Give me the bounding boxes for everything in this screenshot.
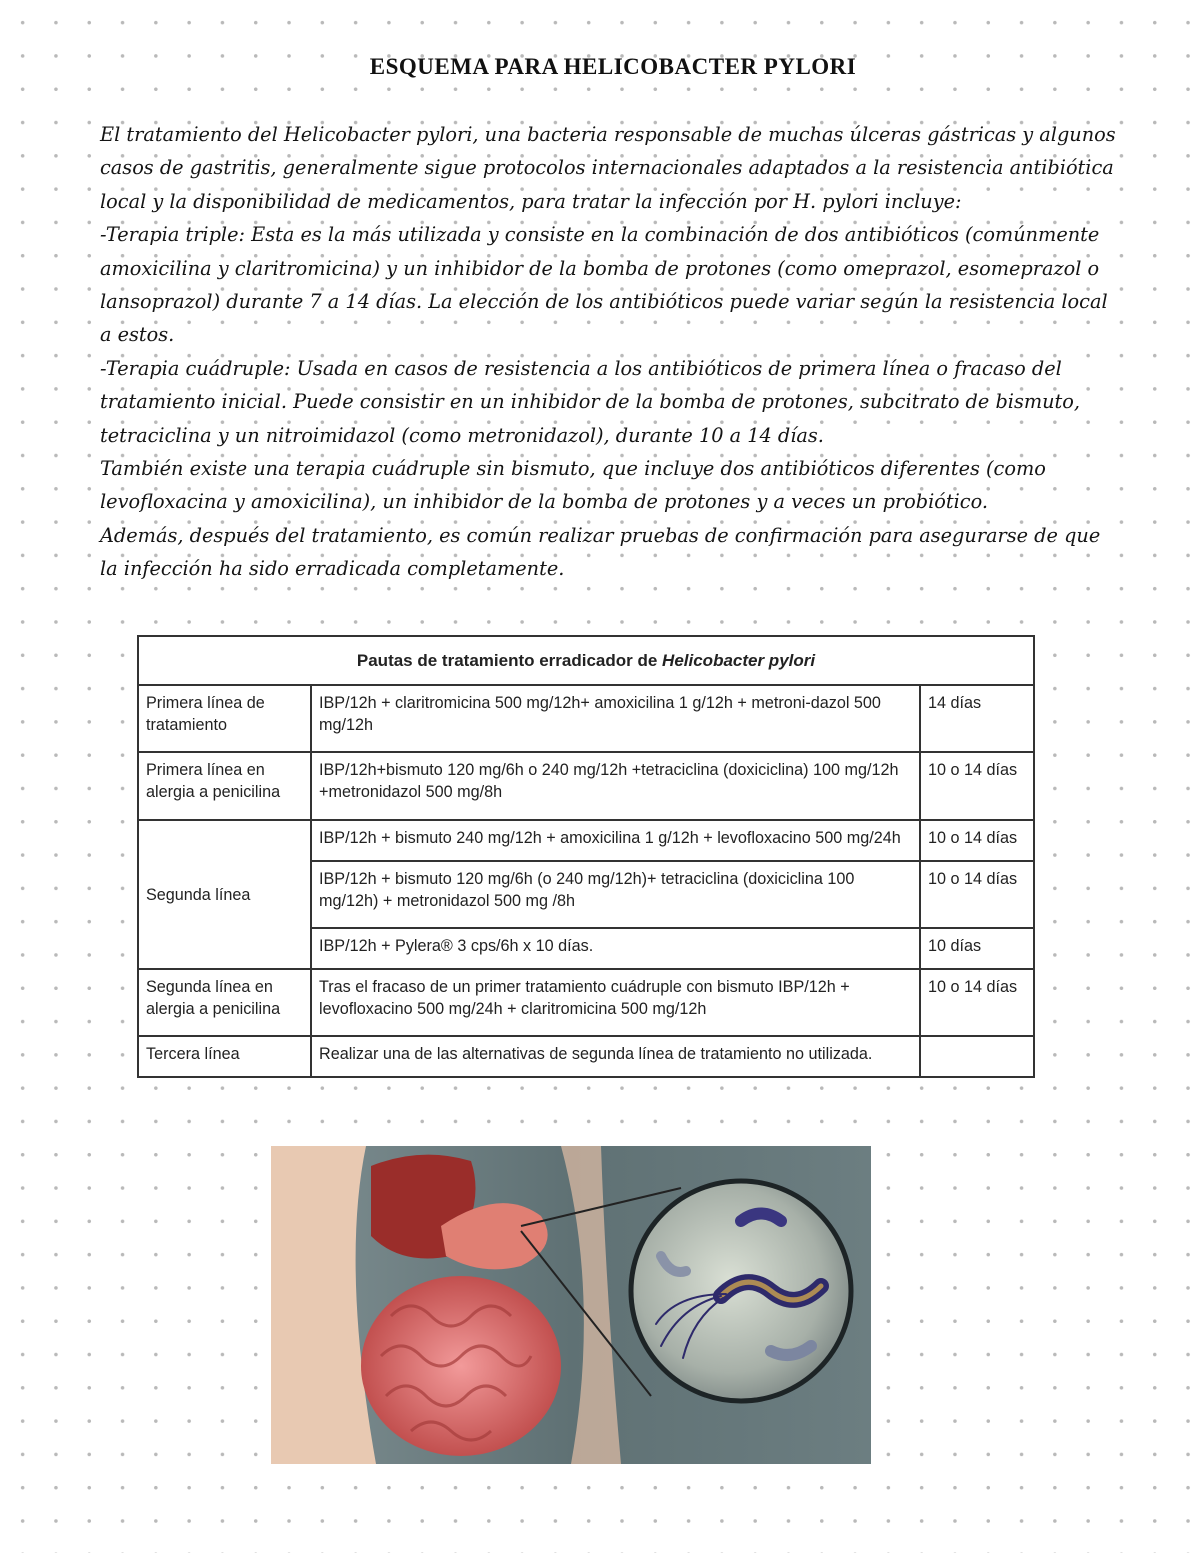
regimen-cell: IBP/12h + claritromicina 500 mg/12h+ amoxicilina 1 g/12h + metroni-dazol 500 mg/12h xyxy=(311,685,920,752)
duration-cell: 10 o 14 días xyxy=(920,861,1034,928)
paragraph-quadruple-therapy: -Terapia cuádruple: Usada en casos de resistencia a los antibióticos de primera línea o fracaso del tratamiento inicial. Puede consistir en un inhibidor de la bomba de protones, subcitrato de bismuto, tetraciclina y un nitroimidazol (como metronidazol), durante 10 a 14 días. xyxy=(100,356,1081,447)
line-cell: Primera línea en alergia a penicilina xyxy=(138,752,311,819)
digestive-system-illustration xyxy=(271,1146,871,1464)
regimen-cell: IBP/12h+bismuto 120 mg/6h o 240 mg/12h +tetraciclina (doxiciclina) 100 mg/12h +metronidazol 500 mg/8h xyxy=(311,752,920,819)
duration-cell: 10 o 14 días xyxy=(920,820,1034,861)
table-row xyxy=(138,685,1034,752)
regimen-cell: IBP/12h + bismuto 240 mg/12h + amoxicilina 1 g/12h + levofloxacino 500 mg/24h xyxy=(311,820,920,861)
intestines xyxy=(361,1276,561,1456)
treatment-table xyxy=(137,635,1035,1078)
line-cell: Segunda línea xyxy=(138,820,311,969)
duration-cell: 10 días xyxy=(920,928,1034,969)
regimen-cell: Tras el fracaso de un primer tratamiento cuádruple con bismuto IBP/12h + levofloxacino 500 mg/24h + claritromicina 500 mg/12h xyxy=(311,969,920,1036)
regimen-cell: IBP/12h + Pylera® 3 cps/6h x 10 días. xyxy=(311,928,920,969)
table-title xyxy=(138,636,1034,685)
page-title: ESQUEMA PARA HELICOBACTER PYLORI xyxy=(369,54,857,79)
table-title-prefix: Pautas de tratamiento erradicador de xyxy=(356,650,663,670)
paragraph-intro: El tratamiento del Helicobacter pylori, una bacteria responsable de muchas úlceras gástricas y algunos casos de gastritis, generalmente sigue protocolos internacionales adaptados a la resistencia antibiótica local y la disponibilidad de medicamentos, para tratar la infección por H. pylori incluye: xyxy=(100,123,1116,213)
line-cell: Segunda línea en alergia a penicilina xyxy=(138,969,311,1036)
table-row xyxy=(138,820,1034,861)
duration-cell: 10 o 14 días xyxy=(920,752,1034,819)
table-row xyxy=(138,752,1034,819)
illustration-svg xyxy=(271,1146,871,1464)
table-row xyxy=(138,969,1034,1036)
body-text xyxy=(100,118,1120,586)
regimen-cell: IBP/12h + bismuto 120 mg/6h (o 240 mg/12h)+ tetraciclina (doxiciclina 100 mg/12h) + metronidazol 500 mg /8h xyxy=(311,861,920,928)
line-cell: Primera línea de tratamiento xyxy=(138,685,311,752)
paragraph-confirmation: Además, después del tratamiento, es común realizar pruebas de confirmación para asegurarse de que la infección ha sido erradicada completamente. xyxy=(100,523,1101,581)
duration-cell: 14 días xyxy=(920,685,1034,752)
line-cell: Tercera línea xyxy=(138,1036,311,1077)
regimen-cell: Realizar una de las alternativas de segunda línea de tratamiento no utilizada. xyxy=(311,1036,920,1077)
paragraph-bismuth-free: También existe una terapia cuádruple sin bismuto, que incluye dos antibióticos diferentes (como levofloxacina y amoxicilina), un inhibidor de la bomba de protones y a veces un probiótico. xyxy=(100,457,1046,514)
duration-cell xyxy=(920,1036,1034,1077)
table-row xyxy=(138,1036,1034,1077)
table-title-species: Helicobacter pylori xyxy=(662,650,816,670)
duration-cell: 10 o 14 días xyxy=(920,969,1034,1036)
paragraph-triple-therapy: -Terapia triple: Esta es la más utilizada y consiste en la combinación de dos antibióticos (comúnmente amoxicilina y claritromicina) y un inhibidor de la bomba de protones (como omeprazol, esomeprazol o lansoprazol) durante 7 a 14 días. La elección de los antibióticos puede variar según la resistencia local a estos. xyxy=(100,223,1108,347)
